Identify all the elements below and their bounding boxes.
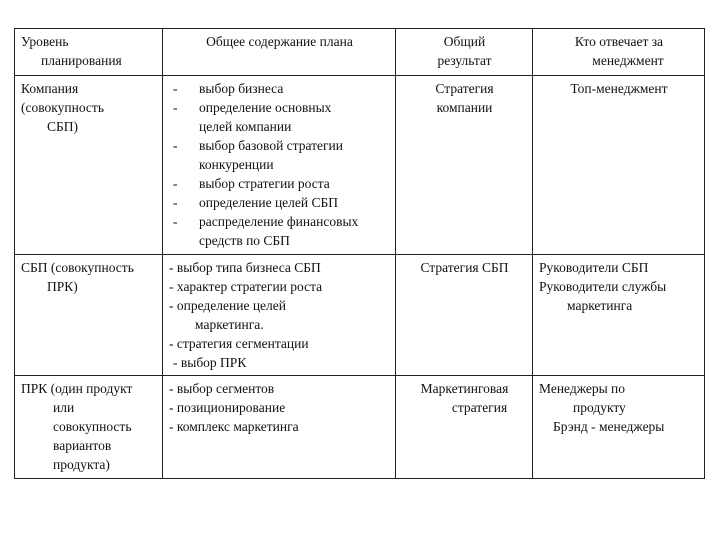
header-responsible-line2: менеджмент — [592, 53, 664, 68]
list-item — [169, 193, 390, 212]
list-item-text: определение целей СБП — [199, 195, 338, 210]
list-item-text: средств по СБП — [199, 233, 290, 248]
table-row-sbp — [15, 255, 705, 376]
list-item-text: распределение финансовых — [199, 214, 359, 229]
content-cell — [163, 76, 396, 255]
content-cell — [163, 255, 396, 376]
header-result-line1: Общий — [443, 34, 486, 49]
header-result-line2: результат — [437, 53, 492, 68]
level-line: Компания — [21, 81, 79, 96]
list-item — [169, 258, 390, 277]
list-item-text: выбор стратегии роста — [199, 176, 330, 191]
list-item-text: маркетинга. — [195, 317, 264, 332]
list-item-text: выбор базовой стратегии — [199, 138, 344, 153]
responsible-line: маркетинга — [567, 298, 633, 313]
level-line: совокупность — [53, 419, 132, 434]
header-cell-content — [163, 29, 396, 76]
header-cell-level — [15, 29, 163, 76]
table-header-row — [15, 29, 705, 76]
level-line: СБП (совокупность — [21, 260, 134, 275]
content-cell — [163, 376, 396, 479]
level-cell — [15, 255, 163, 376]
dash-marker: - — [173, 195, 178, 210]
list-item — [169, 398, 390, 417]
list-item — [169, 379, 390, 398]
dash-marker: - — [173, 214, 178, 229]
level-line: вариантов — [53, 438, 112, 453]
dash-marker: - — [173, 138, 178, 153]
list-item-text: - комплекс маркетинга — [169, 419, 299, 434]
responsible-line: Руководители службы — [539, 279, 667, 294]
level-cell — [15, 376, 163, 479]
list-item-text: - характер стратегии роста — [169, 279, 323, 294]
list-item — [169, 79, 390, 98]
responsible-cell — [533, 76, 705, 255]
responsible-line: Менеджеры по — [539, 381, 626, 396]
header-cell-result — [396, 29, 533, 76]
level-line: ПРК (один продукт — [21, 381, 133, 396]
list-item-text: - выбор типа бизнеса СБП — [169, 260, 321, 275]
content-list — [169, 79, 390, 250]
level-line: (совокупность — [21, 100, 104, 115]
list-item — [169, 98, 390, 136]
dash-marker: - — [173, 100, 178, 115]
responsible-line: Брэнд - менеджеры — [553, 419, 665, 434]
responsible-line: продукту — [573, 400, 626, 415]
dash-marker: - — [173, 176, 178, 191]
list-item-text: конкуренции — [199, 157, 274, 172]
level-line: ПРК) — [47, 279, 78, 294]
list-item — [169, 296, 390, 334]
table-row-company — [15, 76, 705, 255]
responsible-line: Топ-менеджмент — [570, 81, 668, 96]
result-line: Стратегия СБП — [420, 260, 509, 275]
result-cell — [396, 376, 533, 479]
dash-marker: - — [173, 81, 178, 96]
level-line: продукта) — [53, 457, 110, 472]
list-item-text: - выбор сегментов — [169, 381, 275, 396]
list-item-text: - определение целей — [169, 298, 286, 313]
result-line: Маркетинговая — [420, 381, 509, 396]
header-level-line2: планирования — [41, 53, 122, 68]
result-line: стратегия — [451, 400, 508, 415]
list-item-text: - выбор ПРК — [173, 355, 247, 370]
list-item-text: - позиционирование — [169, 400, 286, 415]
result-line: компании — [436, 100, 493, 115]
result-line: Стратегия — [435, 81, 494, 96]
list-item — [169, 277, 390, 296]
list-item-text: определение основных — [199, 100, 332, 115]
header-content-text: Общее содержание плана — [206, 34, 353, 49]
list-item — [169, 353, 390, 372]
list-item-text: выбор бизнеса — [199, 81, 284, 96]
responsible-cell — [533, 255, 705, 376]
level-cell — [15, 76, 163, 255]
planning-levels-table — [14, 28, 705, 479]
header-cell-responsible — [533, 29, 705, 76]
content-list — [169, 379, 390, 436]
list-item — [169, 136, 390, 174]
header-responsible-line1: Кто отвечает за — [574, 34, 664, 49]
responsible-cell — [533, 376, 705, 479]
level-line: СБП) — [47, 119, 79, 134]
result-cell — [396, 255, 533, 376]
responsible-line: Руководители СБП — [539, 260, 649, 275]
result-cell — [396, 76, 533, 255]
content-list — [169, 258, 390, 372]
list-item — [169, 417, 390, 436]
list-item — [169, 174, 390, 193]
table-row-prk — [15, 376, 705, 479]
list-item-text: - стратегия сегментации — [169, 336, 309, 351]
list-item — [169, 212, 390, 250]
header-level-line1: Уровень — [21, 34, 69, 49]
level-line: или — [53, 400, 75, 415]
list-item — [169, 334, 390, 353]
list-item-text: целей компании — [199, 119, 292, 134]
